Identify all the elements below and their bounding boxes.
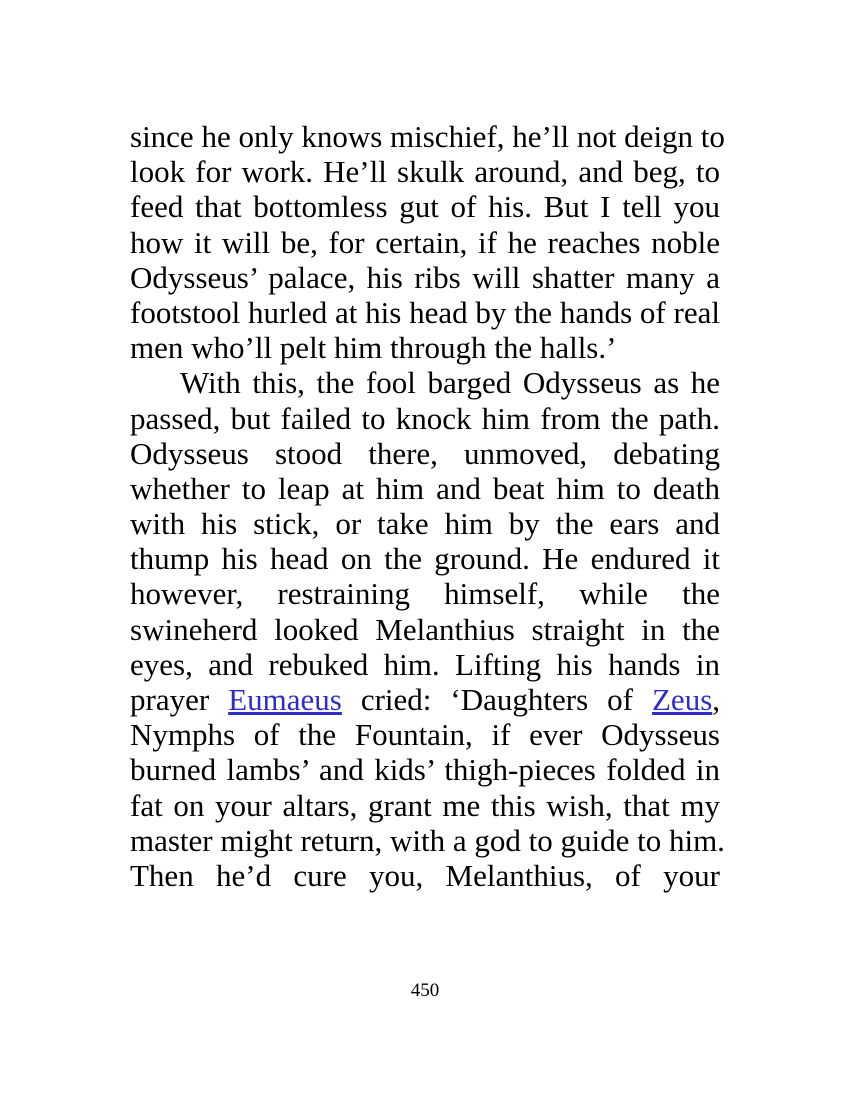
text-line: with his stick, or take him by the ears and (130, 506, 720, 542)
text-line: Nymphs of the Fountain, if ever Odysseus (130, 717, 720, 753)
line-prefix: prayer (130, 682, 229, 717)
text-line: Odysseus stood there, unmoved, debating (130, 435, 720, 471)
page-number: 450 (410, 980, 440, 1001)
text-line: since he only knows mischief, he’ll not deign to (130, 119, 725, 154)
text-line: how it will be, for certain, if he reaches noble (130, 224, 720, 260)
text-line: burned lambs’ and kids’ thigh-pieces folded in (130, 752, 720, 788)
text-line: eyes, and rebuked him. Lifting his hands in (130, 646, 720, 682)
text-line: feed that bottomless gut of his. But I tell you (130, 189, 720, 225)
link-eumaeus[interactable]: Eumaeus (228, 682, 342, 717)
text-line: fat on your altars, grant me this wish, that my (130, 787, 720, 823)
body-text (130, 119, 725, 893)
text-line: however, restraining himself, while the (130, 576, 720, 612)
line-middle: cried: ‘Daughters of (341, 682, 652, 717)
text-line: thump his head on the ground. He endured it (130, 541, 720, 577)
text-line: footstool hurled at his head by the hands of real (130, 294, 720, 330)
link-zeus[interactable]: Zeus (652, 682, 713, 717)
text-line: swineherd looked Melanthius straight in the (130, 611, 720, 647)
text-line: men who’ll pelt him through the halls.’ (130, 330, 617, 366)
text-line-with-links (130, 682, 720, 717)
text-line: passed, but failed to knock him from the path. (130, 400, 720, 436)
text-line: Odysseus’ palace, his ribs will shatter many a (130, 259, 720, 295)
text-line: master might return, with a god to guide to him. (130, 822, 725, 858)
text-line: look for work. He’ll skulk around, and beg, to (130, 154, 720, 190)
text-line: whether to leap at him and beat him to death (130, 470, 720, 506)
text-line: With this, the fool barged Odysseus as he (180, 365, 720, 401)
text-line: Then he’d cure you, Melanthius, of your (130, 857, 720, 893)
line-suffix: , (712, 682, 721, 717)
